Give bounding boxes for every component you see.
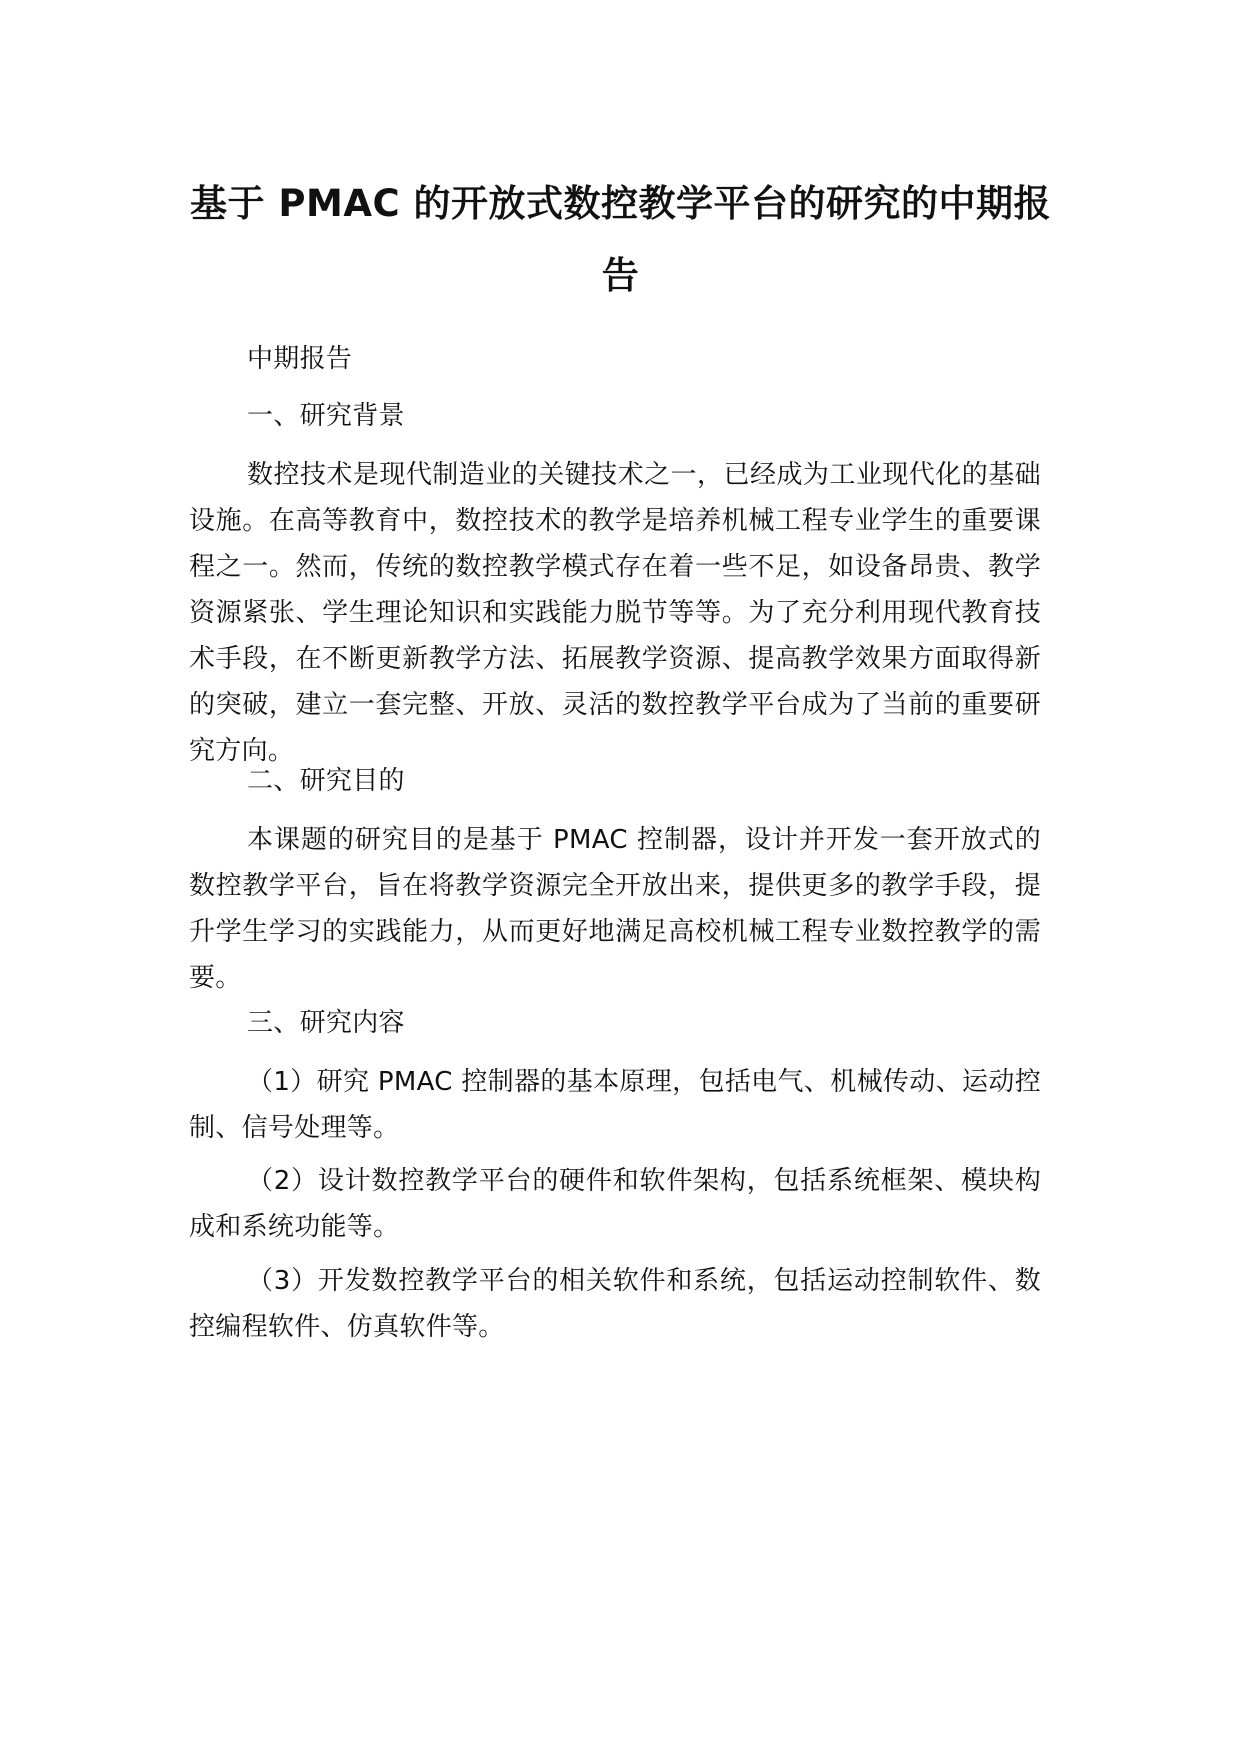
subtitle: 中期报告 [247, 344, 353, 374]
section-heading-background: 一、研究背景 [247, 401, 405, 431]
content-item-2: （2）设计数控教学平台的硬件和软件架构，包括系统框架、模块构成和系统功能等。 [189, 1166, 1041, 1242]
section-heading-purpose: 二、研究目的 [247, 766, 405, 796]
content-item-3: （3）开发数控教学平台的相关软件和系统，包括运动控制软件、数控编程软件、仿真软件等。 [189, 1266, 1041, 1342]
paragraph-background: 数控技术是现代制造业的关键技术之一，已经成为工业现代化的基础设施。在高等教育中，数控技术的教学是培养机械工程专业学生的重要课程之一。然而，传统的数控教学模式存在着一些不足，如设备昂贵、教学资源紧张、学生理论知识和实践能力脱节等等。为了充分利用现代教育技术手段，在不断更新教学方法、拓展教学资源、提高教学效果方面取得新的突破，建立一套完整、开放、灵活的数控教学平台成为了当前的重要研究方向。 [189, 460, 1041, 766]
document-title: 基于 PMAC 的开放式数控教学平台的研究的中期报告 [190, 182, 1051, 297]
section-heading-content: 三、研究内容 [247, 1008, 405, 1038]
content-item-1: （1）研究 PMAC 控制器的基本原理，包括电气、机械传动、运动控制、信号处理等。 [189, 1067, 1041, 1143]
paragraph-purpose: 本课题的研究目的是基于 PMAC 控制器，设计并开发一套开放式的数控教学平台，旨在将教学资源完全开放出来，提供更多的教学手段，提升学生学习的实践能力，从而更好地满足高校机械工程专业数控教学的需要。 [189, 825, 1041, 993]
